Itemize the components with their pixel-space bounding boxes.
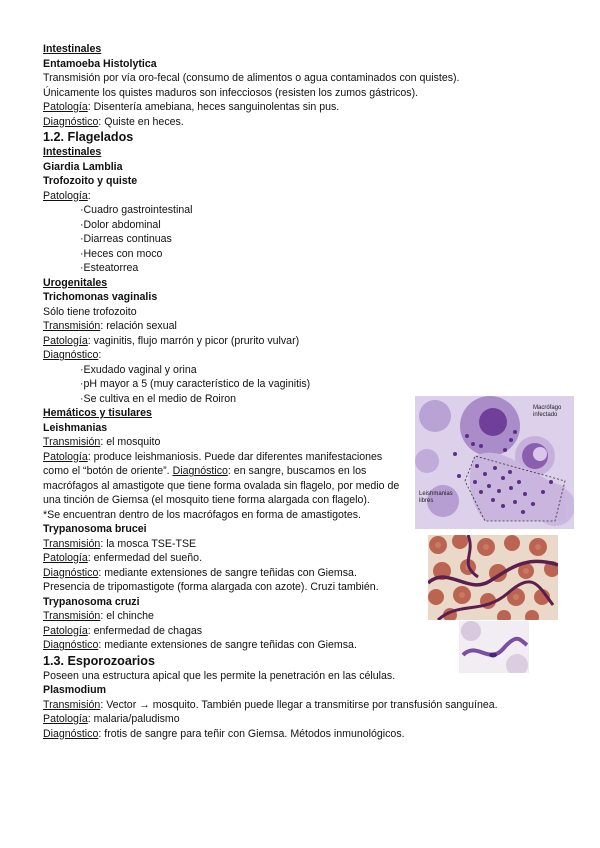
section-title: 1.3. Esporozoarios <box>43 653 155 668</box>
diagnosis-line <box>43 348 573 363</box>
text-line: Sólo tiene trofozoito <box>43 305 137 318</box>
list-item: ·Heces con moco <box>80 247 163 260</box>
transmission-label: Transmisión <box>43 436 101 448</box>
organism-name: Trypanosoma brucei <box>43 523 147 535</box>
pathology-text: : malaria/paludismo <box>87 713 180 725</box>
list-item: ·Diarreas continuas <box>80 233 172 245</box>
list-item: ·Dolor abdominal <box>80 218 161 231</box>
diagnosis-label: Diagnóstico <box>43 349 99 361</box>
diagnosis-line <box>43 727 573 742</box>
text-line: Únicamente los quistes maduros son infecciosos (resisten los zumos gástricos). <box>43 86 419 99</box>
diagnosis-label: Diagnóstico <box>43 727 99 740</box>
pathology-label: Patología <box>43 713 88 725</box>
pathology-text: : produce leishmaniosis. Puede dar diferentes manifestaciones como el “botón de oriente”. <box>43 450 383 477</box>
section-heading: Hemáticos y tisulares <box>43 407 152 419</box>
pathology-text: : Disentería amebiana, heces sanguinolentas sin pus. <box>87 101 340 113</box>
pathology-label: Patología <box>43 450 88 463</box>
leishmania-micrograph-drawing <box>415 396 574 529</box>
pathology-line <box>43 334 573 349</box>
image-label: Macrófago <box>533 405 562 411</box>
transmission-text: : la mosca TSE-TSE <box>100 537 197 550</box>
note-line: *Se encuentran dentro de los macrófagos en forma de amastigotes. <box>43 508 361 521</box>
text-line: Poseen una estructura apical que les permite la penetración en las células. <box>43 669 396 682</box>
diagnosis-text: : mediante extensiones de sangre teñidas con Giemsa. <box>98 639 357 651</box>
pathology-label: Patología <box>43 624 88 637</box>
section-title: 1.2. Flagelados <box>43 130 134 144</box>
trypanosoma-brucei-drawing <box>428 535 558 620</box>
diagnosis-label: Diagnóstico <box>43 566 99 579</box>
pathology-text: : enfermedad del sueño. <box>87 552 203 564</box>
text-line: Transmisión por vía oro-fecal (consumo de alimentos o agua contaminados con quistes). <box>43 72 460 84</box>
list-item: ·Se cultiva en el medio de Roiron <box>80 392 237 405</box>
transmission-label: Transmisión <box>43 320 101 332</box>
list-item: ·Esteatorrea <box>80 262 139 274</box>
transmission-label: Transmisión <box>43 698 101 711</box>
transmission-label: Transmisión <box>43 610 101 622</box>
list-item: ·pH mayor a 5 (muy característico de la vaginitis) <box>80 378 311 390</box>
transmission-text: : el mosquito <box>100 436 161 448</box>
pathology-label: Patología <box>43 334 88 347</box>
organism-name: Plasmodium <box>43 684 106 696</box>
paragraph <box>43 450 403 508</box>
transmission-text: : Vector → mosquito. También puede llegar a transmitirse por transfusión sanguínea. <box>100 698 498 711</box>
leishmania-micrograph <box>415 396 574 529</box>
organism-name: Leishmanias <box>43 421 108 434</box>
organism-name: Trypanosoma cruzi <box>43 595 140 608</box>
diagnosis-line <box>43 115 573 130</box>
diagnosis-text: : frotis de sangre para teñir con Giemsa. Métodos inmunológicos. <box>98 727 405 740</box>
organism-name: Giardia Lamblia <box>43 160 123 173</box>
organism-name: Entamoeba Histolytica <box>43 57 157 70</box>
list-item: ·Exudado vaginal y orina <box>80 363 197 376</box>
pathology-line <box>43 100 573 115</box>
section-heading: Intestinales <box>43 146 102 158</box>
pathology-line <box>43 712 573 727</box>
pathology-label: Patología <box>43 189 88 202</box>
diagnosis-label: Diagnóstico <box>172 465 228 477</box>
diagnosis-text: : en sangre, buscamos en los macrófagos al amastigote que tiene forma ovalada sin flagelo, por medio de una tinción de Giemsa (el mosquito tiene forma alargada con flagelo). <box>43 465 400 506</box>
pathology-colon: : <box>87 189 91 202</box>
section-heading: Intestinales <box>43 43 102 55</box>
diagnosis-text: : Quiste en heces. <box>98 115 184 128</box>
diagnosis-text: : mediante extensiones de sangre teñidas con Giemsa. <box>98 566 357 579</box>
section-heading: Urogenitales <box>43 276 108 289</box>
pathology-text: : enfermedad de chagas <box>87 624 203 637</box>
pathology-text: : vaginitis, flujo marrón y picor (prurito vulvar) <box>87 334 300 347</box>
pathology-label: Patología <box>43 101 88 113</box>
diagnosis-label: Diagnóstico <box>43 639 99 651</box>
organism-name: Trichomonas vaginalis <box>43 291 158 303</box>
trypanosoma-cruzi-micrograph <box>459 621 529 673</box>
transmission-line <box>43 698 573 713</box>
text-line: Presencia de tripomastigote (forma alargada con azote). Cruzi también. <box>43 581 379 593</box>
transmission-text: : el chinche <box>100 610 154 622</box>
transmission-line <box>43 319 573 334</box>
image-label: Leishmanias <box>419 491 453 497</box>
pathology-line <box>43 189 573 204</box>
image-label: infectado <box>533 412 558 418</box>
diagnosis-colon: : <box>98 349 102 361</box>
transmission-label: Transmisión <box>43 537 101 550</box>
subheading: Trofozoito y quiste <box>43 175 138 187</box>
trypanosoma-cruzi-drawing <box>459 621 529 673</box>
image-label: libres <box>419 498 434 504</box>
list-item: ·Cuadro gastrointestinal <box>80 204 193 216</box>
trypanosoma-brucei-micrograph <box>428 535 558 620</box>
transmission-text: : relación sexual <box>100 320 177 332</box>
diagnosis-label: Diagnóstico <box>43 115 99 128</box>
pathology-label: Patología <box>43 552 88 564</box>
